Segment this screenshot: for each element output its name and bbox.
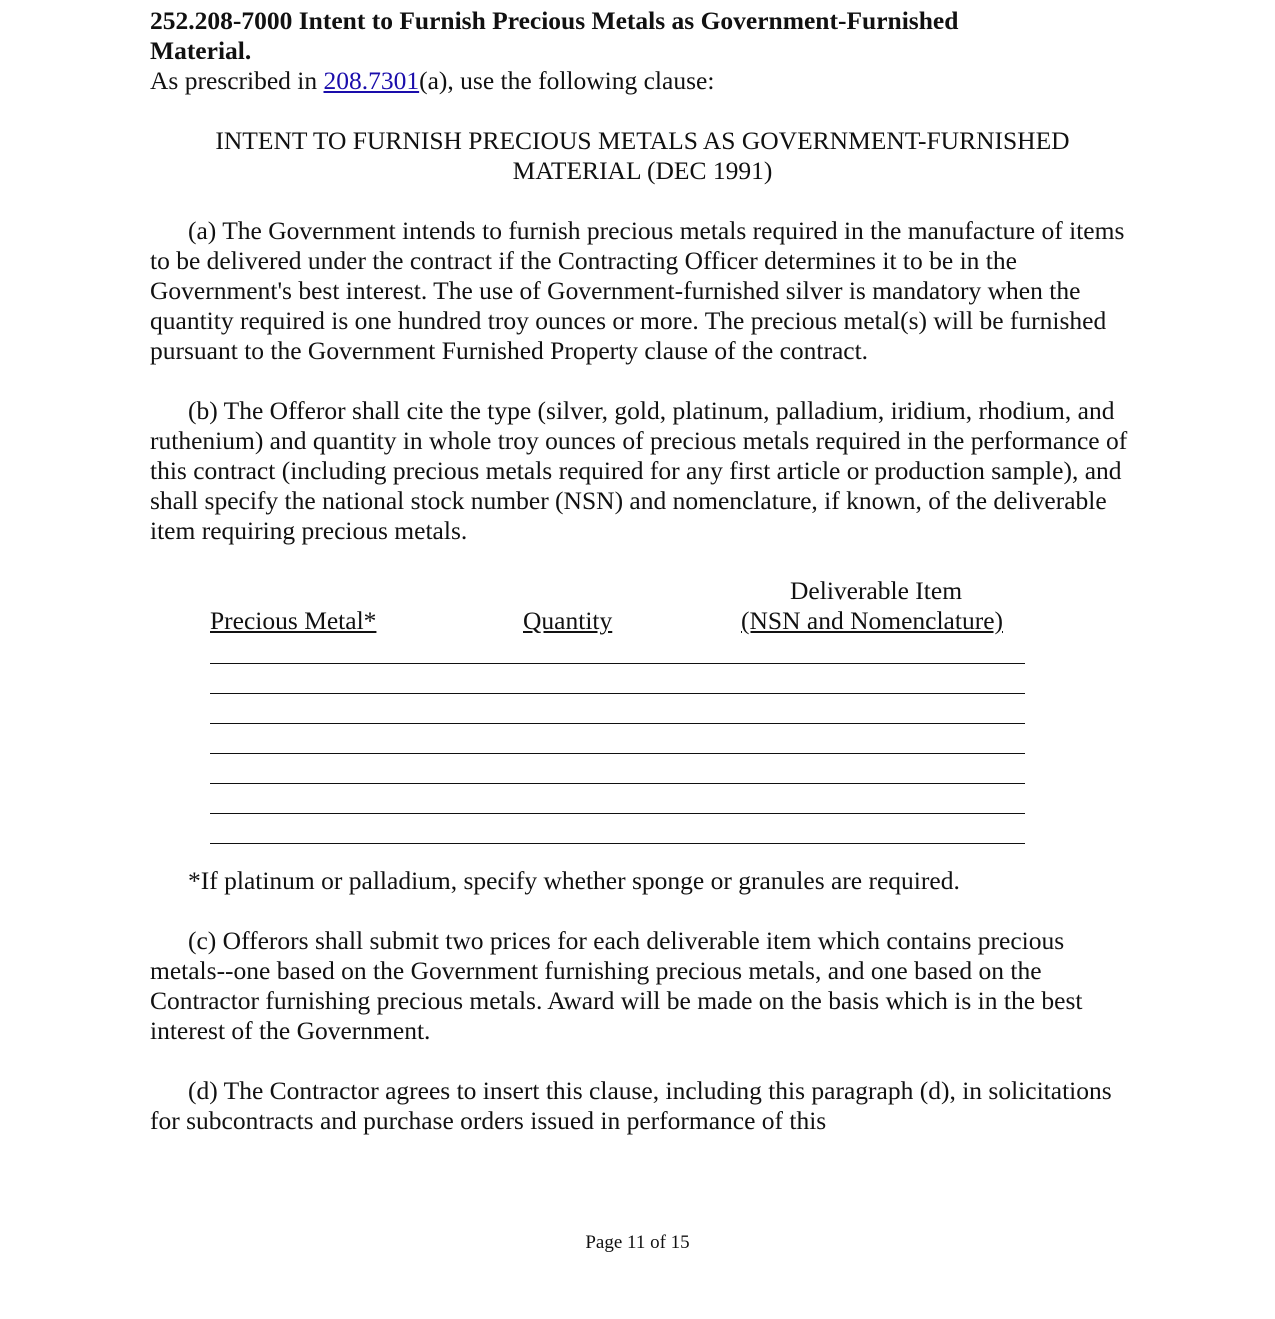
fill-in-line	[210, 723, 1025, 724]
fill-in-line	[210, 663, 1025, 664]
clause-title	[150, 126, 1135, 186]
quantity-header: Quantity	[523, 606, 613, 635]
precious-metal-header: Precious Metal*	[210, 606, 377, 635]
page-footer: Page 11 of 15	[585, 1232, 690, 1253]
document-page	[150, 6, 1135, 1136]
fill-in-line	[210, 843, 1025, 844]
fill-in-line	[210, 693, 1025, 694]
paragraph-d: (d) The Contractor agrees to insert this clause, including this paragraph (d), in solicitations for subcontracts and purchase orders issued in performance of this	[150, 1076, 1112, 1135]
prescribed-suffix: (a), use the following clause:	[419, 66, 715, 95]
clause-title-line2: MATERIAL (DEC 1991)	[512, 156, 773, 185]
fill-in-line	[210, 783, 1025, 784]
footnote: *If platinum or palladium, specify whether sponge or granules are required.	[188, 866, 960, 895]
fill-in-line	[210, 813, 1025, 814]
clause-title-line1: INTENT TO FURNISH PRECIOUS METALS AS GOVERNMENT-FURNISHED	[215, 126, 1070, 155]
paragraph-a: (a) The Government intends to furnish precious metals required in the manufacture of items to be delivered under the contract if the Contracting Officer determines it to be in the Government's best interest. The use of Government-furnished silver is mandatory when the quantity required is one hundred troy ounces or more. The precious metal(s) will be furnished pursuant to the Government Furnished Property clause of the contract.	[150, 216, 1125, 365]
fill-in-line	[210, 753, 1025, 754]
prescribed-prefix: As prescribed in	[150, 66, 324, 95]
paragraph-c: (c) Offerors shall submit two prices for each deliverable item which contains precious metals--one based on the Government furnishing precious metals, and one based on the Contractor furnishing precious metals. Award will be made on the basis which is in the best interest of the Government.	[150, 926, 1083, 1045]
section-link[interactable]: 208.7301	[323, 66, 420, 95]
prescribed-line	[150, 66, 1135, 96]
deliverable-item-header-top: Deliverable Item	[790, 576, 963, 605]
paragraph-b: (b) The Offeror shall cite the type (silver, gold, platinum, palladium, iridium, rhodium, and ruthenium) and quantity in whole troy ounces of precious metals required in the performance of this contract (including precious metals required for any first article or production sample), and shall specify the national stock number (NSN) and nomenclature, if known, of the deliverable item requiring precious metals.	[150, 396, 1128, 545]
clause-heading	[150, 6, 1135, 66]
nsn-nomenclature-header: (NSN and Nomenclature)	[741, 606, 1003, 635]
clause-heading-line2: Material.	[150, 36, 252, 65]
clause-heading-line1: 252.208-7000 Intent to Furnish Precious Metals as Government-Furnished	[150, 6, 959, 35]
precious-metals-table	[150, 576, 1135, 852]
